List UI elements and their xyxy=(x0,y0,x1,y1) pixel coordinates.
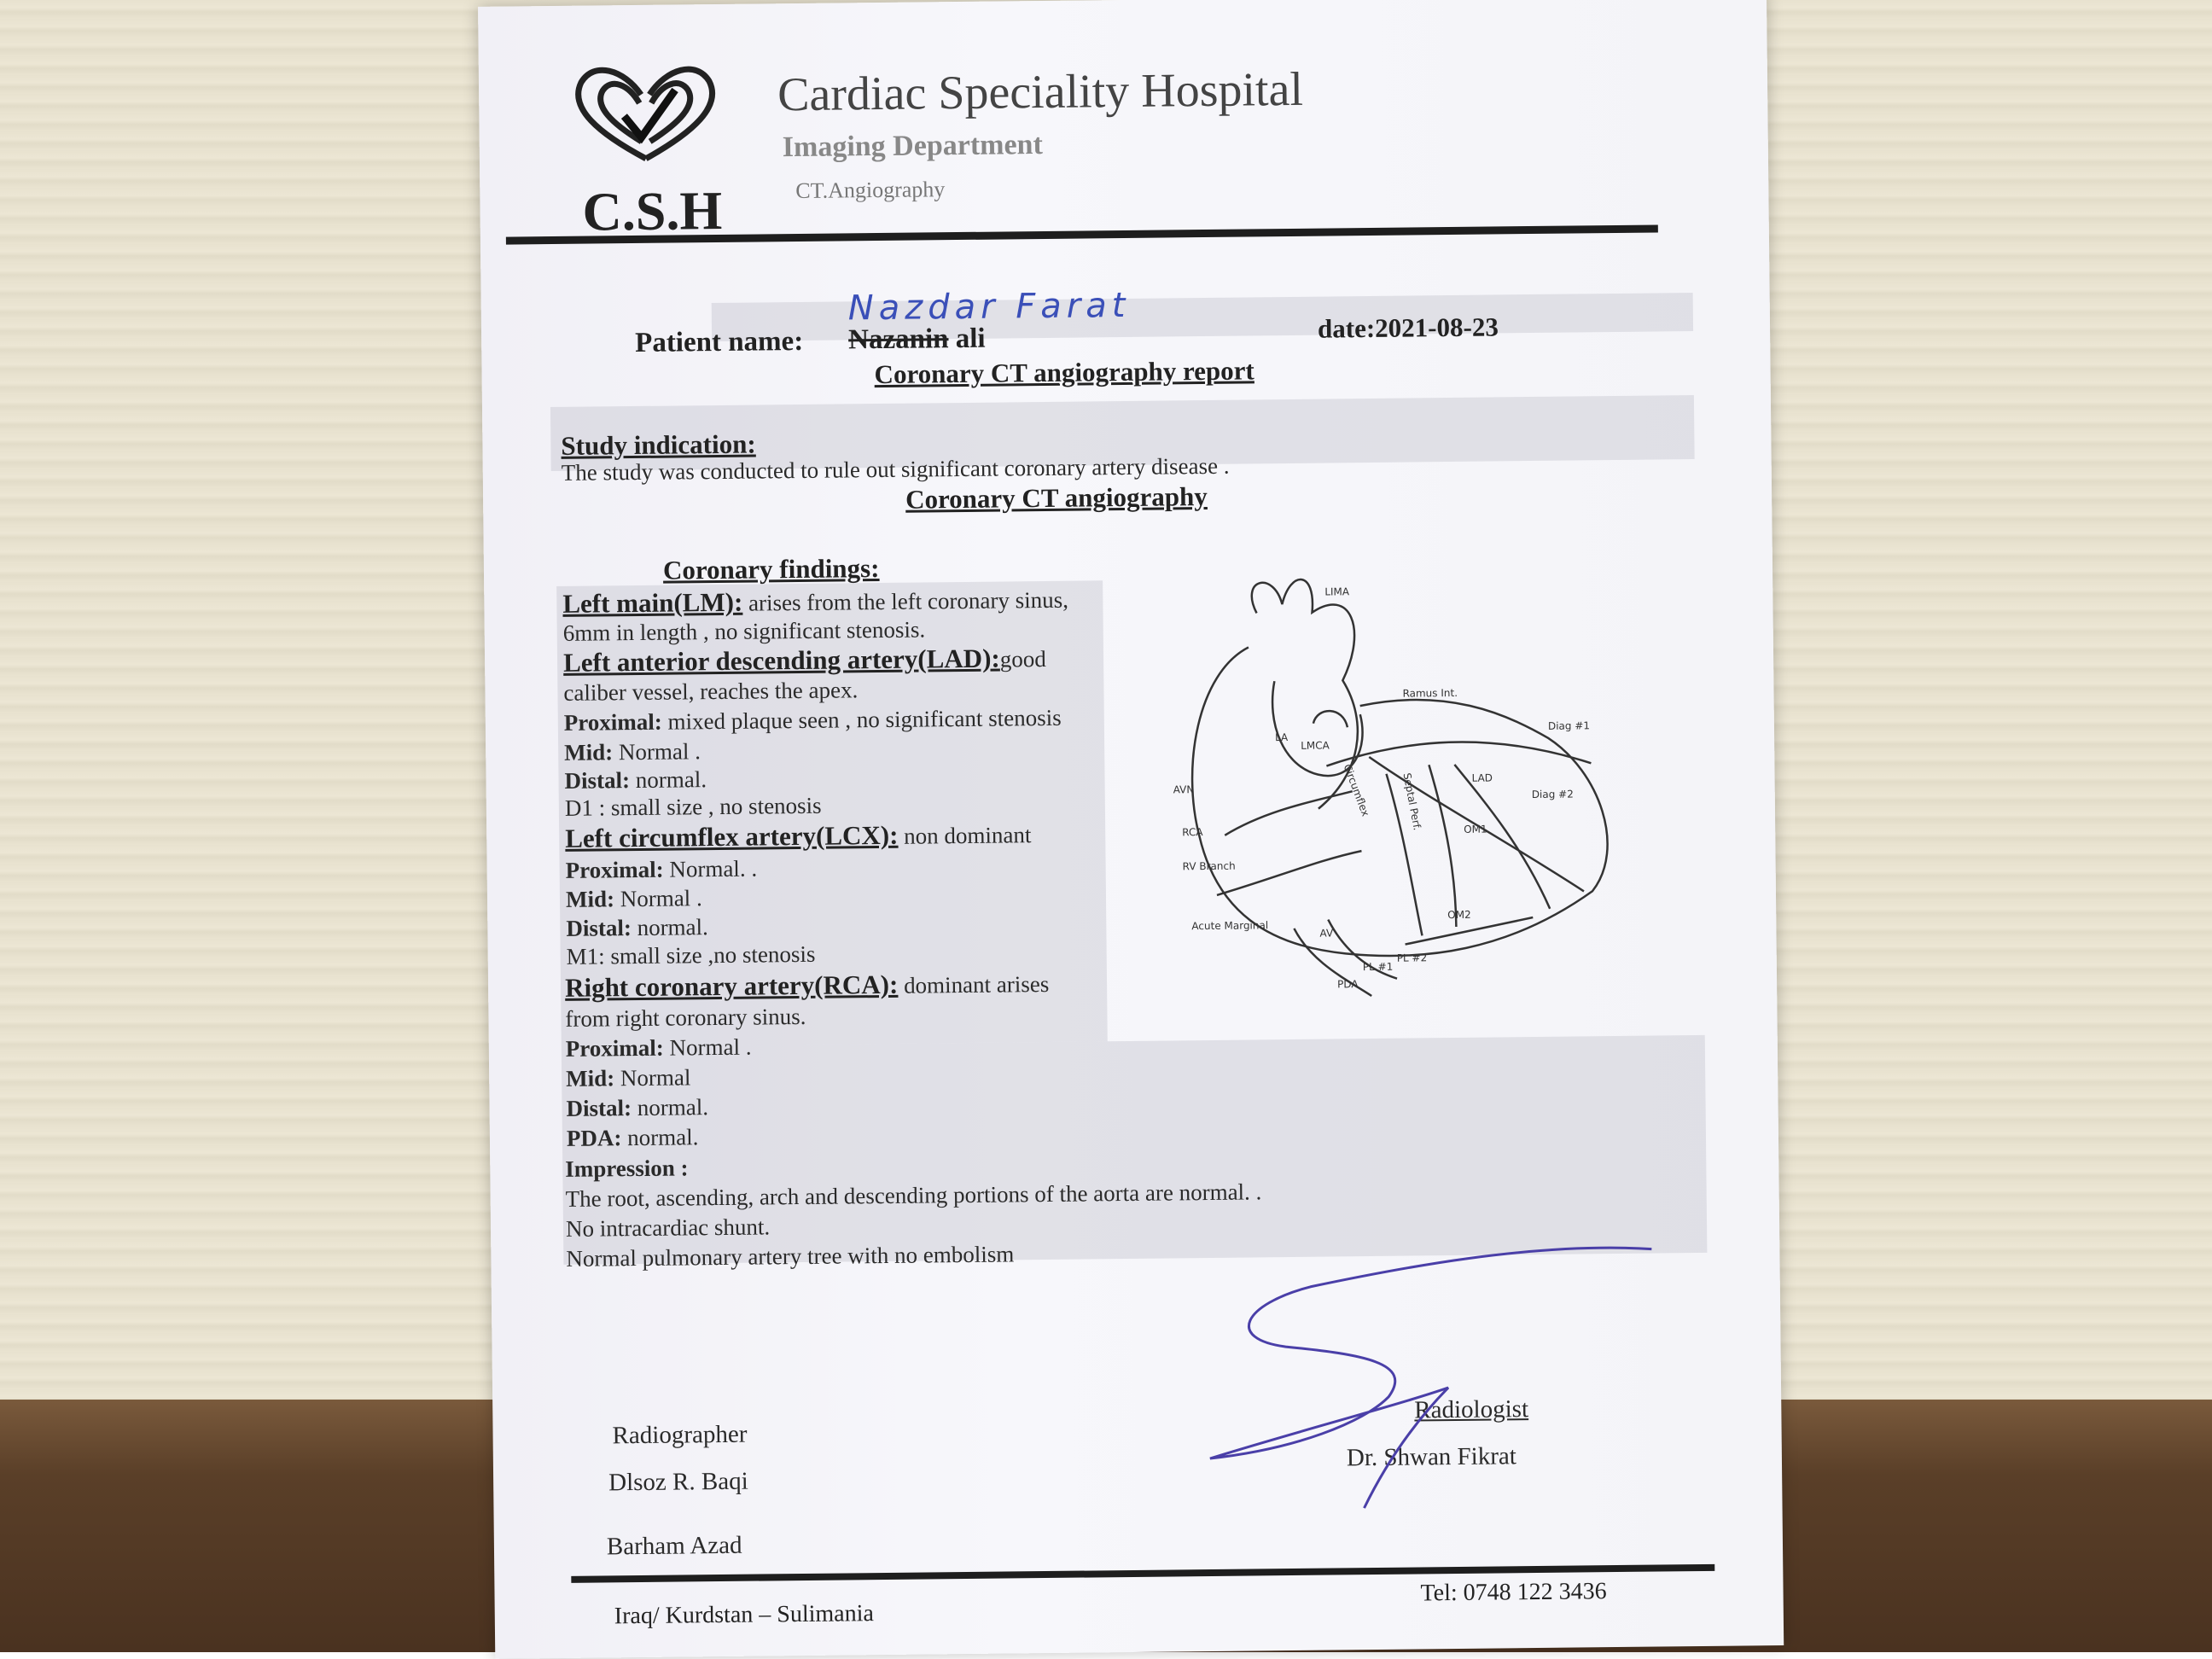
footer-tel: Tel: 0748 122 3436 xyxy=(1420,1578,1607,1607)
lad-mid xyxy=(564,738,701,766)
subdepartment-name: CT.Angiography xyxy=(795,177,946,204)
lad-text2: caliber vessel, reaches the apex. xyxy=(563,677,859,706)
lm-line xyxy=(562,584,1068,620)
lad-proximal-label: Proximal: xyxy=(563,708,662,736)
lad-d1: D1 : small size , no stenosis xyxy=(564,792,822,821)
label-septal: Septal Perf. xyxy=(1400,771,1423,832)
impression-heading: Impression : xyxy=(565,1155,689,1182)
label-rca: RCA xyxy=(1182,826,1203,839)
lcx-proximal-value: Normal. . xyxy=(663,855,758,882)
label-pl1: PL #1 xyxy=(1362,960,1394,974)
lcx-mid xyxy=(566,885,702,913)
rca-proximal-label: Proximal: xyxy=(565,1034,664,1062)
patient-name xyxy=(848,323,986,357)
lm-text2: 6mm in length , no significant stenosis. xyxy=(562,616,926,646)
label-avn: AVN xyxy=(1173,783,1195,796)
lcx-text1: non dominant xyxy=(898,822,1032,849)
label-rv-branch: RV Branch xyxy=(1182,859,1236,873)
report-paper xyxy=(478,0,1784,1659)
rca-mid-label: Mid: xyxy=(566,1065,615,1091)
radiologist-name: Dr. Shwan Fikrat xyxy=(1346,1442,1517,1472)
rca-label: Right coronary artery(RCA): xyxy=(564,969,899,1003)
hospital-name: Cardiac Speciality Hospital xyxy=(777,62,1304,122)
rca-line xyxy=(565,968,1050,1004)
lad-line xyxy=(563,643,1046,678)
rca-text1: dominant arises xyxy=(898,970,1050,998)
coronary-artery-diagram xyxy=(1145,550,1628,1033)
radiologist-title: Radiologist xyxy=(1414,1395,1529,1424)
lad-mid-label: Mid: xyxy=(564,739,614,765)
rca-pda-value: normal. xyxy=(621,1124,699,1151)
impression-line1: The root, ascending, arch and descending portions of the aorta are normal. . xyxy=(565,1179,1262,1212)
radiographer-name-2: Barham Azad xyxy=(606,1531,742,1561)
label-ramus: Ramus Int. xyxy=(1402,686,1458,700)
lad-distal-label: Distal: xyxy=(564,767,631,794)
label-lima: LIMA xyxy=(1324,585,1350,598)
lcx-label: Left circumflex artery(LCX): xyxy=(565,819,899,853)
rca-mid xyxy=(566,1064,691,1092)
lad-text1: good xyxy=(999,645,1046,672)
report-date: date:2021-08-23 xyxy=(1317,311,1499,344)
patient-name-rest: ali xyxy=(948,323,986,355)
label-lmca: LMCA xyxy=(1301,739,1330,752)
label-circumflex: Circumflex xyxy=(1341,762,1372,818)
logo-text: C.S.H xyxy=(582,179,723,242)
label-om2: OM2 xyxy=(1447,908,1471,922)
lad-distal xyxy=(564,766,707,795)
rca-proximal-value: Normal . xyxy=(663,1033,752,1061)
lcx-mid-label: Mid: xyxy=(565,886,615,912)
lad-label: Left anterior descending artery(LAD): xyxy=(562,643,1000,678)
lm-text1: arises from the left coronary sinus, xyxy=(742,586,1069,616)
lm-label: Left main(LM): xyxy=(562,586,743,619)
label-pl2: PL #2 xyxy=(1396,952,1428,964)
label-av: AV xyxy=(1319,927,1334,940)
radiographer-title: Radiographer xyxy=(612,1420,748,1450)
rca-text2: from right coronary sinus. xyxy=(565,1003,806,1032)
label-diag1: Diag #1 xyxy=(1547,719,1591,732)
label-lad: LAD xyxy=(1471,771,1493,784)
patient-name-label: Patient name: xyxy=(634,325,804,358)
lcx-distal-value: normal. xyxy=(631,914,708,941)
lad-proximal xyxy=(564,705,1062,736)
report-title: Coronary CT angiography report xyxy=(874,355,1254,390)
lad-proximal-value: mixed plaque seen , no significant stenosis xyxy=(661,704,1062,735)
label-acute-marginal: Acute Marginal xyxy=(1191,919,1269,933)
radiographer-name-1: Dlsoz R. Baqi xyxy=(608,1467,748,1497)
lcx-proximal-label: Proximal: xyxy=(565,856,664,883)
rca-proximal xyxy=(566,1034,752,1062)
label-pda: PDA xyxy=(1337,978,1359,991)
impression-line2: No intracardiac shunt. xyxy=(565,1214,771,1242)
section-title: Coronary CT angiography xyxy=(905,480,1208,515)
lcx-proximal xyxy=(565,856,757,884)
lad-distal-value: normal. xyxy=(629,766,707,794)
rca-pda-label: PDA: xyxy=(566,1125,622,1151)
label-la: LA xyxy=(1274,731,1289,744)
lcx-line xyxy=(565,818,1032,854)
study-indication-text: The study was conducted to rule out significant coronary artery disease . xyxy=(561,452,1230,486)
lad-mid-value: Normal . xyxy=(613,738,701,765)
impression-line3: Normal pulmonary artery tree with no embolism xyxy=(566,1241,1015,1272)
rca-pda xyxy=(567,1124,699,1152)
department-name: Imaging Department xyxy=(782,128,1043,164)
handwritten-name: Nazdar Farat xyxy=(847,285,1131,329)
label-om1: OM1 xyxy=(1464,823,1487,835)
lcx-distal-label: Distal: xyxy=(566,915,632,941)
findings-heading: Coronary findings: xyxy=(662,553,880,585)
lcx-m1: M1: small size ,no stenosis xyxy=(566,940,816,969)
rca-mid-value: Normal xyxy=(614,1064,691,1091)
footer-address: Iraq/ Kurdstan – Sulimania xyxy=(614,1600,875,1630)
hospital-logo xyxy=(564,55,727,177)
patient-name-struck: Nazanin xyxy=(847,323,949,356)
rca-distal-label: Distal: xyxy=(566,1095,632,1121)
lcx-distal xyxy=(566,914,708,942)
rca-distal xyxy=(566,1094,708,1122)
radiologist-signature xyxy=(1190,1231,1672,1527)
label-diag2: Diag #2 xyxy=(1531,788,1574,801)
study-indication-heading: Study indication: xyxy=(561,428,756,461)
rca-distal-value: normal. xyxy=(631,1094,709,1121)
lcx-mid-value: Normal . xyxy=(614,885,702,912)
